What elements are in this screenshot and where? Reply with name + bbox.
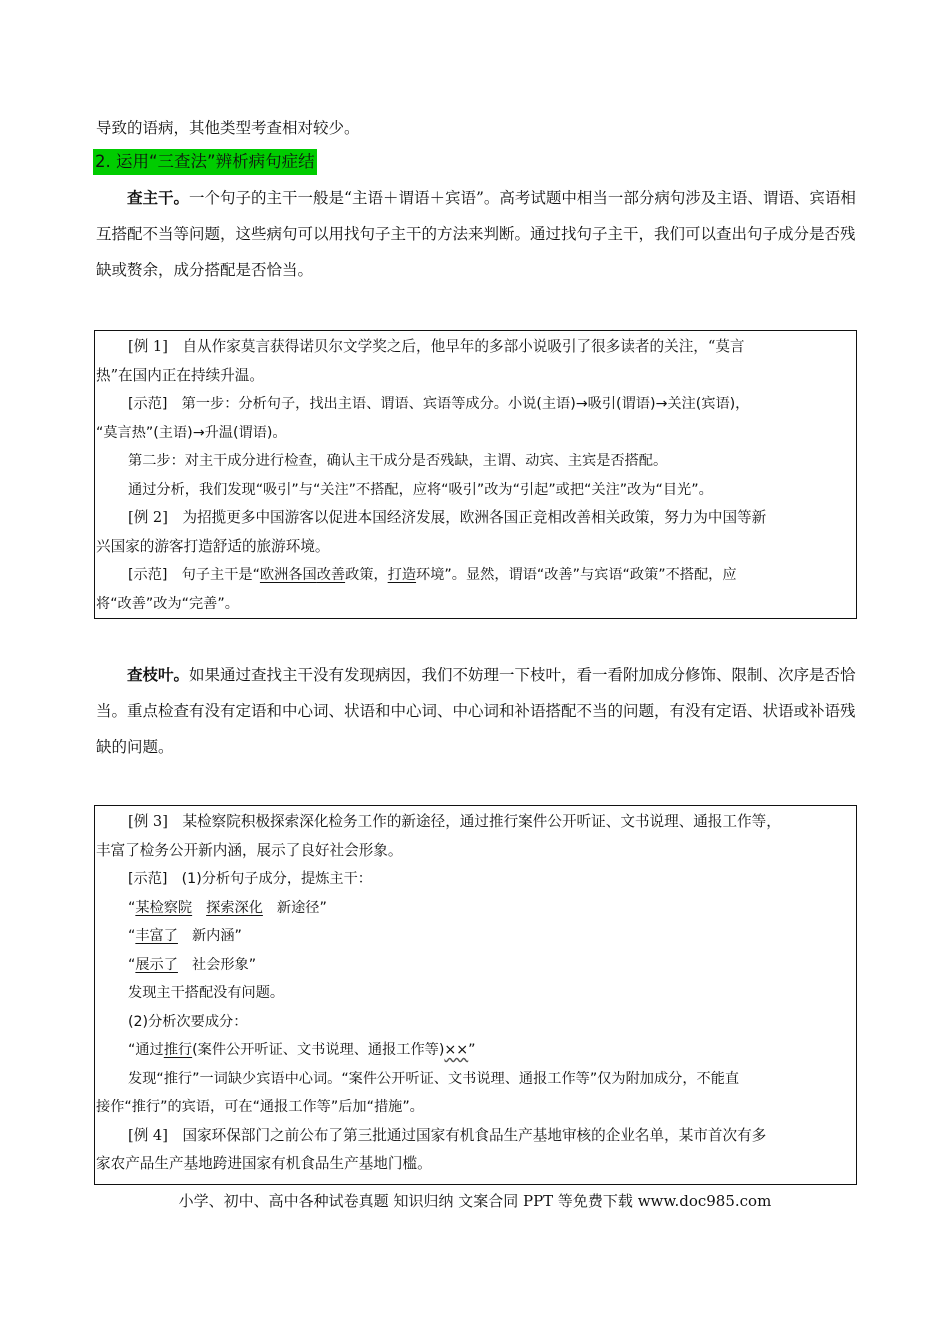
example-box-2 (94, 805, 857, 1185)
example-3-line-2: 丰富了检务公开新内涵，展示了良好社会形象。 (96, 841, 403, 859)
quote-open: “ (128, 956, 136, 973)
demo-1-line-2: “莫言热”(主语)→升温(谓语)。 (96, 424, 287, 441)
example-3-line-1: [例 3] 某检察院积极探索深化检务工作的新途径，通过推行案件公开听证、文书说理、通报工作等， (128, 813, 781, 830)
example-1-line-2: 热”在国内正在持续升温。 (96, 366, 264, 384)
demo-2-line-2: 将“改善”改为“完善”。 (96, 595, 239, 612)
found-line-2b: 接作“推行”的宾语，可在“通报工作等”后加“措施”。 (96, 1099, 424, 1115)
secondary-verb: 推行 (163, 1042, 193, 1058)
quote-close: ” (234, 928, 242, 944)
found-line-2a: 发现“推行”一词缺少宾语中心词。“案件公开听证、文书说理、通报工作等”仅为附加成分，不能直 (128, 1070, 740, 1087)
paragraph-text: 如果通过查找主干没有发现病因，我们不妨理一下枝叶，看一看附加成分修饰、限制、次序是否恰当。重点检查有没有定语和中心词、状语和中心词、中心词和补语搭配不当的问题，有没有定语、状语或补语残缺的问题。 (96, 666, 856, 756)
paragraph-check-branches (96, 657, 856, 765)
secondary-missing-object: ×× (444, 1042, 469, 1058)
demo-2-verb: 改善 (316, 567, 346, 583)
secondary-prefix: “通过 (128, 1042, 164, 1058)
trunk-1-subject: 某检察院 (135, 899, 193, 916)
demo-2-line-1 (96, 561, 855, 590)
demo-2-prefix: [示范] 句子主干是“ (128, 567, 260, 583)
paragraph-text: 一个句子的主干一般是“主语＋谓语＋宾语”。高考试题中相当一部分病句涉及主语、谓语、宾语相互搭配不当等问题，这些病句可以用找句子主干的方法来判断。通过找句子主干，我们可以查出句子成分是否残缺或赘余，成分搭配是否恰当。 (96, 189, 856, 279)
trunk-line-2 (96, 922, 855, 951)
trunk-2-verb: 丰富了 (135, 928, 178, 944)
trunk-3-object: 社会形象 (191, 956, 249, 973)
trunk-1-verb: 探索深化 (206, 899, 263, 916)
intro-tail: 导致的语病，其他类型考查相对较少。 (96, 119, 360, 137)
secondary-analysis-line (96, 1036, 855, 1065)
example-4-line-1: [例 4] 国家环保部门之前公布了第三批通过国家有机食品生产基地审核的企业名单，某市首次有多 (128, 1126, 767, 1144)
trunk-3-verb: 展示了 (135, 956, 178, 973)
trunk-line-1 (96, 894, 855, 923)
example-2-line-1: [例 2] 为招揽更多中国游客以促进本国经济发展，欧洲各国正竞相改善相关政策，努力为中国等新 (128, 509, 767, 526)
paragraph-check-trunk (96, 180, 856, 288)
example-4-line-2: 家农产品生产基地跨进国家有机食品生产基地门槛。 (96, 1155, 432, 1172)
demo-1-analysis: 通过分析，我们发现“吸引”与“关注”不搭配，应将“吸引”改为“引起”或把“关注”改为“目光”。 (128, 481, 713, 498)
paragraph-lead: 查枝叶。 (127, 666, 190, 684)
demo-1-step-2: 第二步：对主干成分进行检查，确认主干成分是否残缺，主谓、动宾、主宾是否搭配。 (128, 453, 668, 469)
secondary-suffix: ” (468, 1042, 476, 1058)
example-box-1 (94, 330, 857, 619)
quote-close: ” (248, 956, 257, 973)
quote-close: ” (319, 899, 327, 916)
demo-3-intro: [示范] (1)分析句子成分，提炼主干： (128, 871, 372, 887)
trunk-2-object: 新内涵 (191, 928, 235, 944)
trunk-line-3 (96, 951, 855, 980)
paragraph-lead: 查主干。 (127, 189, 190, 207)
example-1-line-1: [例 1] 自从作家莫言获得诺贝尔文学奖之后，他早年的多部小说吸引了很多读者的关注，“莫言 (128, 338, 745, 355)
quote-open: “ (128, 899, 136, 916)
demo-1-line-1: [示范] 第一步：分析句子，找出主语、谓语、宾语等成分。小说(主语)→吸引(谓语)→关注(宾语)， (128, 396, 750, 412)
page-footer: 小学、初中、高中各种试卷真题 知识归纳 文案合同 PPT 等免费下载 www.doc985.com (178, 1192, 772, 1210)
demo-2-middle: 政策， (345, 567, 388, 583)
demo-2-verb-2: 打造 (387, 567, 417, 583)
quote-open: “ (128, 928, 136, 944)
section-heading: 2. 运用“三查法”辨析病句症结 (93, 149, 317, 175)
trunk-1-object: 新途径 (276, 899, 320, 916)
secondary-attributive: (案件公开听证、文书说理、通报工作等) (192, 1042, 445, 1058)
demo-2-subject: 欧洲各国 (259, 567, 317, 583)
found-line-1: 发现主干搭配没有问题。 (128, 985, 285, 1001)
step-2-line: (2)分析次要成分： (128, 1013, 248, 1030)
example-2-line-2: 兴国家的游客打造舒适的旅游环境。 (96, 537, 330, 555)
demo-2-suffix: 环境”。显然，谓语“改善”与宾语“政策”不搭配，应 (416, 567, 737, 583)
